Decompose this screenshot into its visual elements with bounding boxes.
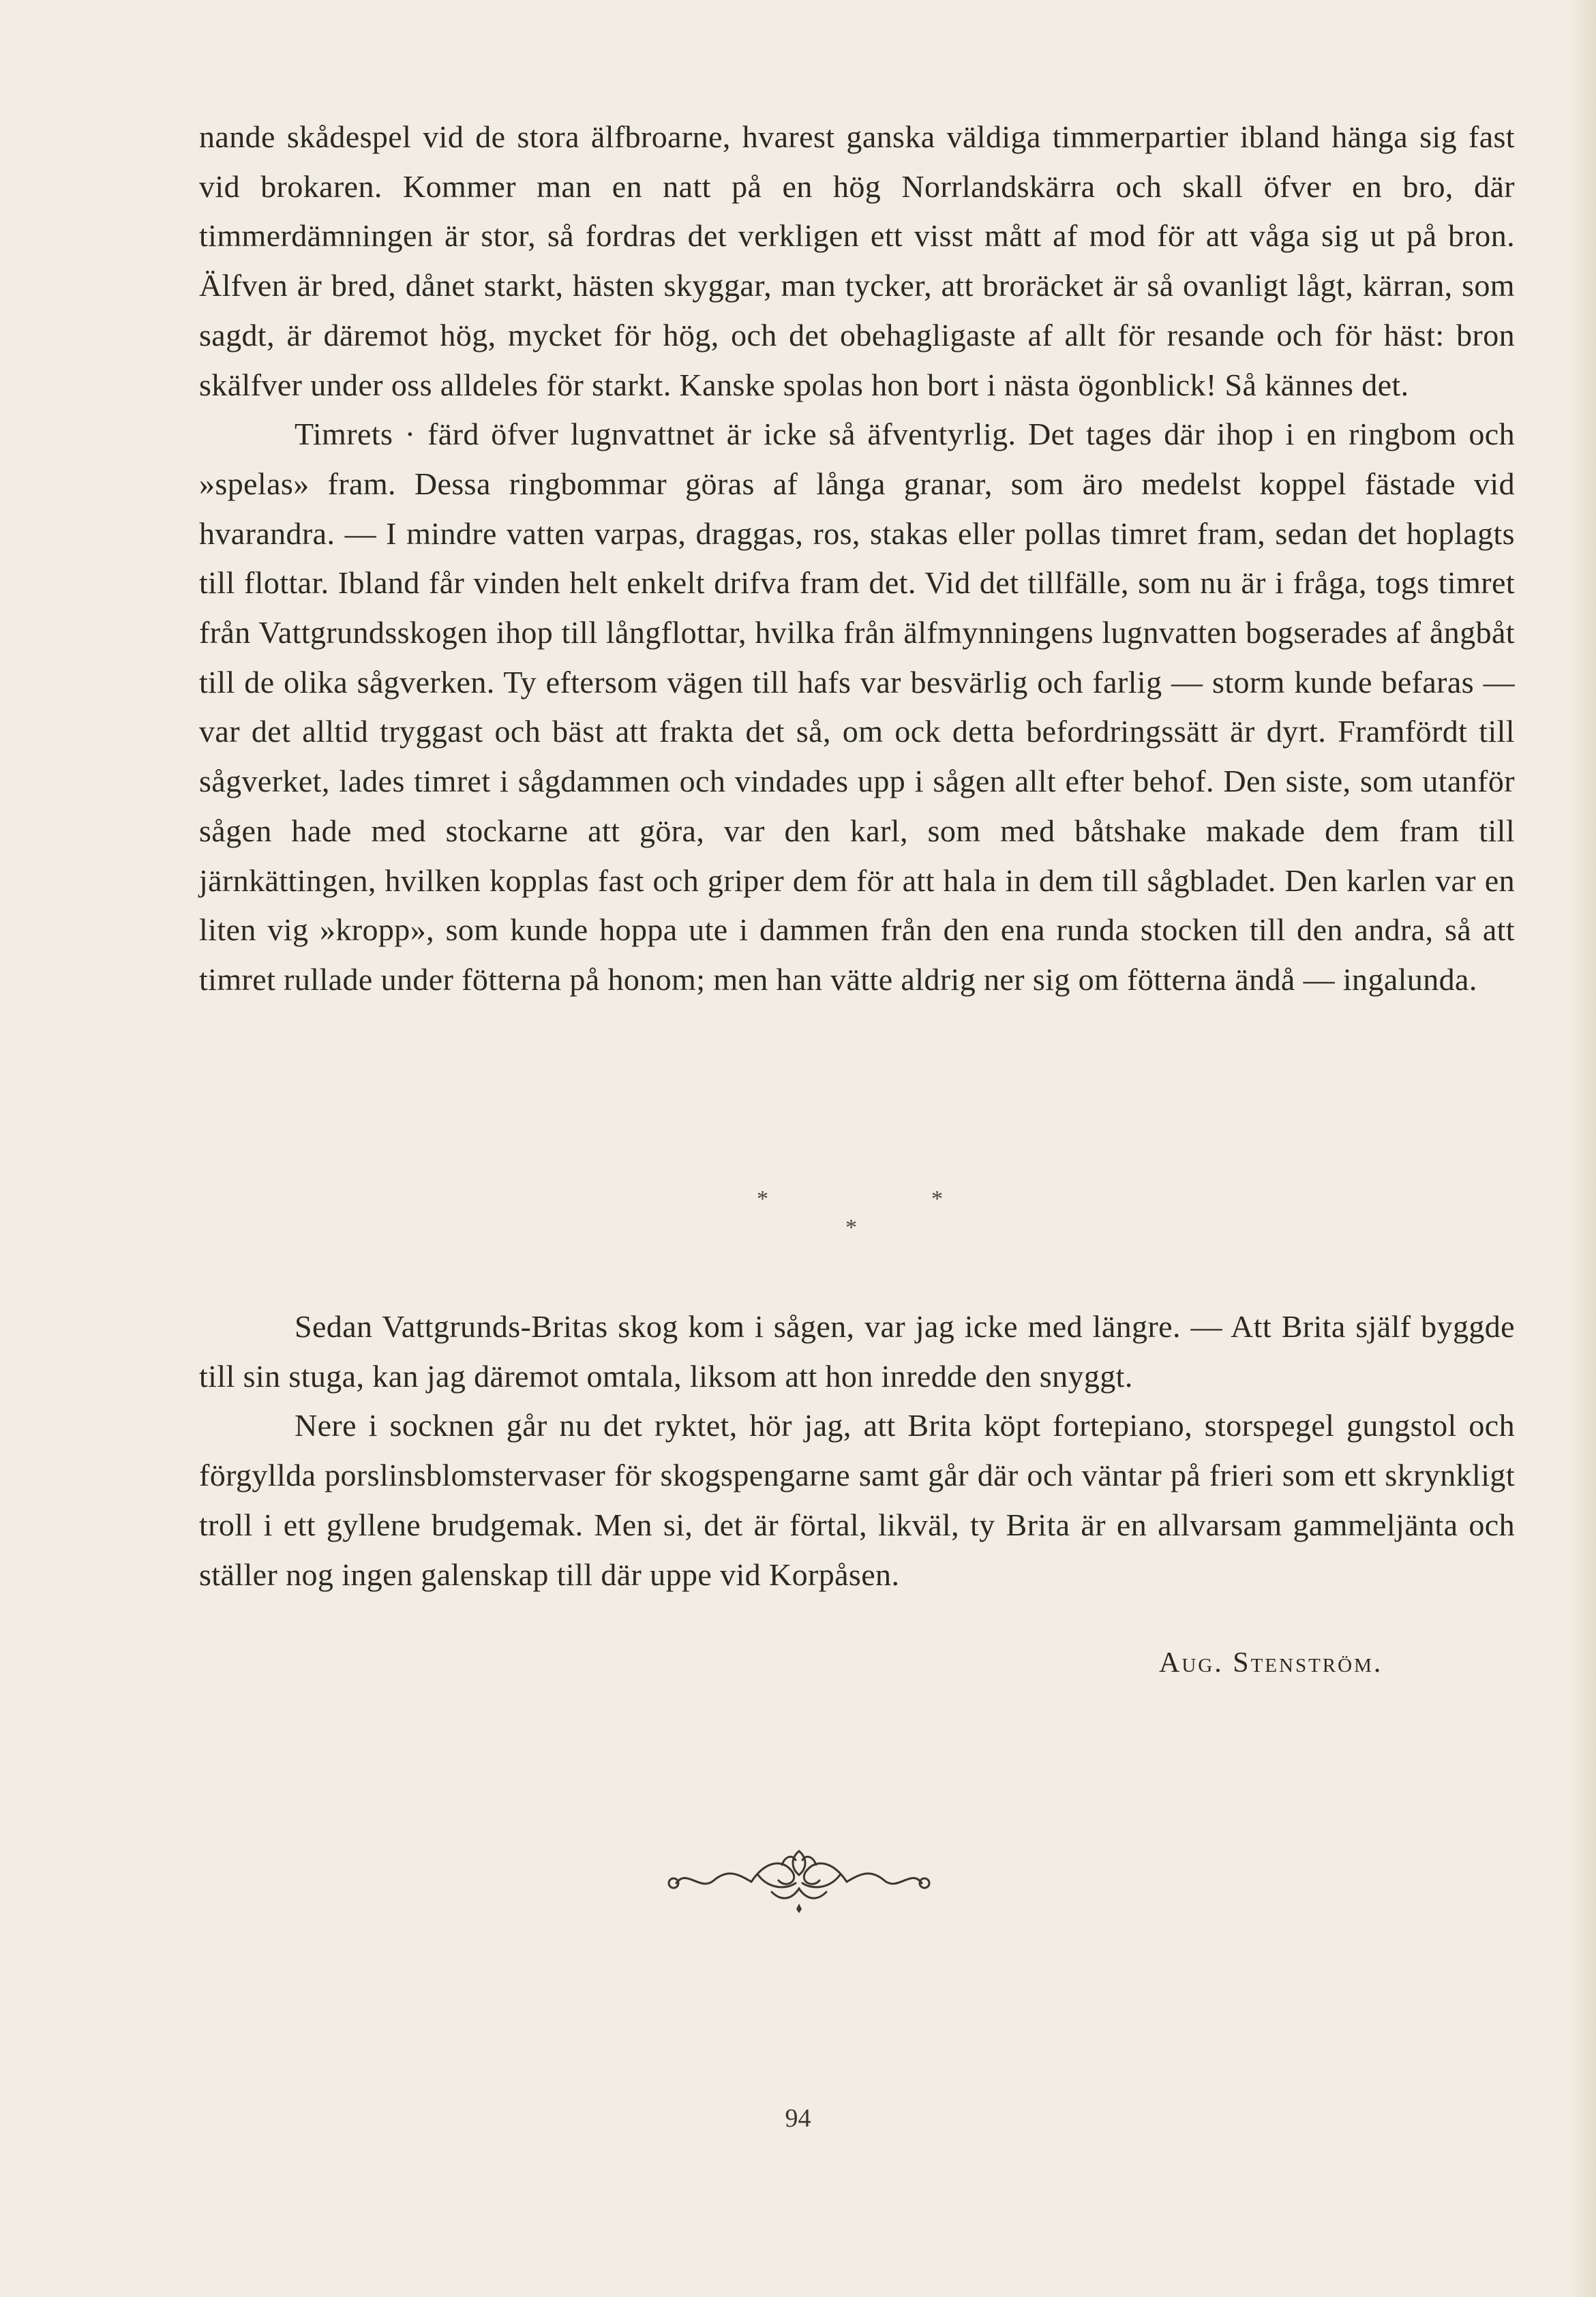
paragraph: nande skådespel vid de stora älfbroarne, hvarest ganska väldiga timmerpartier ibland hänga sig fast vid brokaren. Kommer man en natt på en hög Norrlandskärra och skall öfver en bro, där timmerdämningen är stor, så fordras det verkligen ett visst mått af mod för att våga sig ut på bron. Älfven är bred, dånet starkt, hästen skyggar, man tycker, att broräcket är så ovanligt lågt, kärran, som sagdt, är däremot hög, mycket för hög, och det obehagligaste af allt för resande och för häst: bron skälfver under oss alldeles för starkt. Kanske spolas hon bort i nästa ögonblick! Så kännes det. <box>199 119 1515 402</box>
main-text-section <box>199 112 1515 1005</box>
section-separator <box>0 1186 1596 1248</box>
paragraph: Timrets · färd öfver lugnvattnet är icke så äfventyrlig. Det tages där ihop i en ringbom och »spelas» fram. Dessa ringbommar göras af långa granar, som äro medelst koppel fästade vid hvarandra. — I mindre vatten varpas, draggas, ros, stakas eller pollas timret fram, sedan det hoplagts till flottar. Ibland får vinden helt enkelt drifva fram det. Vid det tillfälle, som nu är i fråga, togs timret från Vattgrundsskogen ihop till långflottar, hvilka från älfmynningens lugnvatten bogserades af ångbåt till de olika sågverken. Ty eftersom vägen till hafs var besvärlig och farlig — storm kunde befaras — var det alltid tryggast och bäst att frakta det så, om ock detta befordringssätt är dyrt. Framfördt till sågverket, lades timret i sågdammen och vindades upp i sågen allt efter behof. Den siste, som utanför sågen hade med stockarne att göra, var den karl, som med båtshake makade dem fram till järnkättingen, hvilken kopplas fast och griper dem för att hala in dem till sågbladet. Den karlen var en liten vig »kropp», som kunde hoppa ute i dammen från den ena runda stocken till den andra, så att timret rullade under fötterna på honom; men han vätte aldrig ner sig om fötterna ändå — ingalunda. <box>199 417 1515 997</box>
author-signature: Aug. Stenström. <box>1159 1647 1383 1679</box>
paragraph: Sedan Vattgrunds-Britas skog kom i sågen, var jag icke med längre. — Att Brita själf byggde till sin stuga, kan jag däremot omtala, liksom att hon inredde den snyggt. <box>199 1309 1515 1394</box>
closing-text-section <box>199 1302 1515 1600</box>
asterisk: * <box>845 1215 857 1240</box>
page-number: 94 <box>785 2104 811 2133</box>
flourish-ornament-icon <box>656 1841 942 1916</box>
asterisk: * <box>757 1186 768 1212</box>
page-edge-shadow <box>1569 0 1596 2297</box>
paragraph: Nere i socknen går nu det ryktet, hör jag, att Brita köpt fortepiano, storspegel gungstol och förgyllda porslinsblomstervaser för skogspengarne samt går där och väntar på frieri som ett skrynkligt troll i ett gyllene brudgemak. Men si, det är förtal, likväl, ty Brita är en allvarsam gammeljänta och ställer nog ingen galenskap till där uppe vid Korpåsen. <box>199 1408 1515 1592</box>
asterisk: * <box>931 1186 943 1212</box>
